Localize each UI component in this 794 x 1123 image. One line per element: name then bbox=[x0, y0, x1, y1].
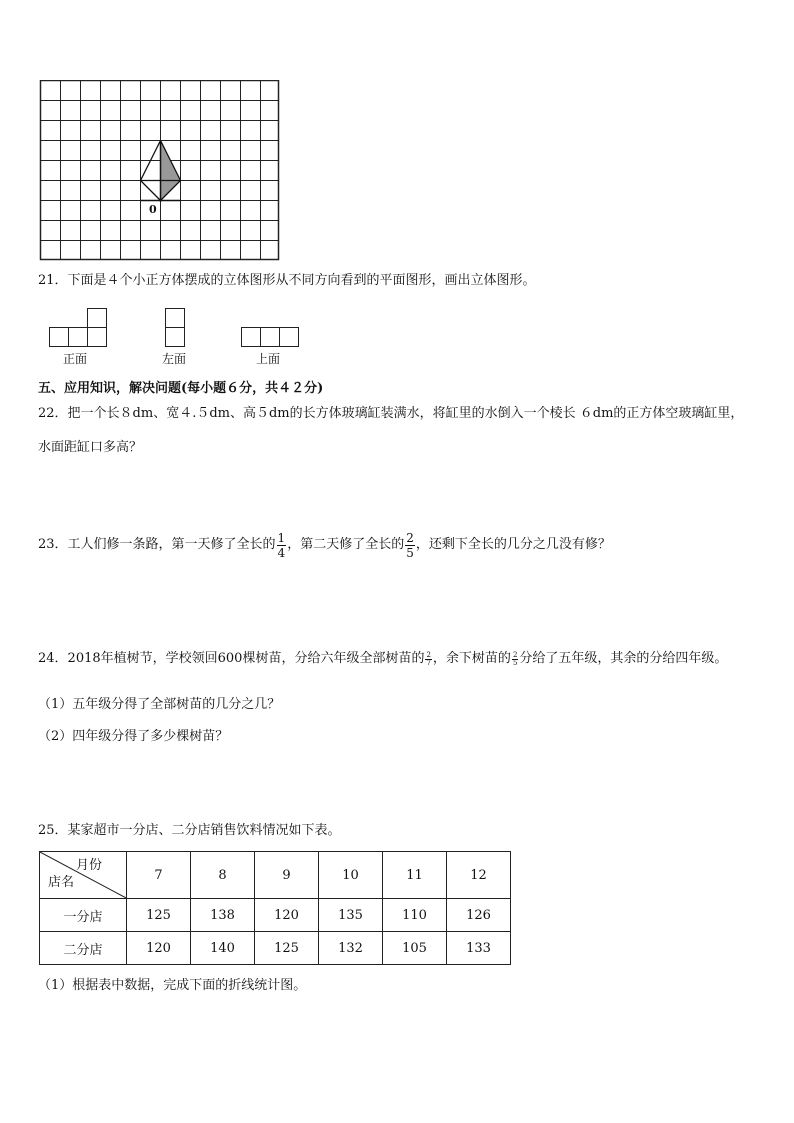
kite-shaded-half bbox=[161, 141, 181, 201]
q23-part3: ，还剩下全长的几分之几没有修？ bbox=[415, 537, 611, 552]
table-header-row bbox=[40, 852, 511, 899]
table-cell: 120 bbox=[255, 899, 319, 932]
table-cell: 125 bbox=[127, 899, 191, 932]
q25-sub1: （1）根据表中数据，完成下面的折线统计图。 bbox=[38, 978, 307, 993]
month-header-cell: 9 bbox=[255, 852, 319, 899]
table-row bbox=[40, 932, 511, 965]
table-cell: 132 bbox=[319, 932, 383, 965]
table-corner-cell bbox=[40, 852, 127, 899]
month-header-cell: 12 bbox=[447, 852, 511, 899]
view-front-figure bbox=[48, 307, 110, 349]
table-cell: 120 bbox=[127, 932, 191, 965]
corner-top-label: 月份 bbox=[75, 858, 102, 873]
q24-part1: 24．2018年植树节，学校领回600棵树苗，分给六年级全部树苗的 bbox=[38, 651, 425, 666]
q21-text: 21．下面是４个小正方体摆成的立体图形从不同方向看到的平面图形，画出立体图形。 bbox=[38, 273, 536, 288]
table-cell: 126 bbox=[447, 899, 511, 932]
table-cell: 105 bbox=[383, 932, 447, 965]
view-left-figure bbox=[164, 307, 188, 349]
sales-table bbox=[39, 851, 511, 965]
q23-text bbox=[38, 528, 611, 562]
store-name-cell: 一分店 bbox=[40, 899, 127, 932]
kite-shape bbox=[141, 141, 181, 201]
q24-frac1-den: 7 bbox=[426, 658, 431, 667]
q24-part2: ，余下树苗的 bbox=[432, 651, 511, 666]
table-cell: 135 bbox=[319, 899, 383, 932]
month-header-cell: 7 bbox=[127, 852, 191, 899]
store-name-cell: 二分店 bbox=[40, 932, 127, 965]
table-cell: 110 bbox=[383, 899, 447, 932]
q23-frac1-num: 1 bbox=[277, 530, 286, 545]
q24-frac2-den: 5 bbox=[512, 658, 518, 667]
q23-fraction-2 bbox=[405, 532, 415, 559]
q24-sub2: （2）四年级分得了多少棵树苗？ bbox=[38, 729, 229, 744]
kite-left-half bbox=[141, 141, 161, 201]
q22-line1: 22．把一个长８dm、宽４.５dm、高５dm的长方体玻璃缸装满水，将缸里的水倒入一个棱长 ６dm的正方体空玻璃缸里， bbox=[38, 406, 744, 421]
view-left-label: 左面 bbox=[162, 352, 187, 366]
q24-frac2-num: 2 bbox=[512, 650, 518, 659]
view-front-label: 正面 bbox=[63, 352, 88, 366]
table-cell: 138 bbox=[191, 899, 255, 932]
month-header-cell: 10 bbox=[319, 852, 383, 899]
q23-part2: ，第二天修了全长的 bbox=[287, 537, 405, 552]
q23-part1: 23．工人们修一条路，第一天修了全长的 bbox=[38, 537, 276, 552]
q23-fraction-1 bbox=[277, 532, 287, 559]
month-header-cell: 8 bbox=[191, 852, 255, 899]
table-row bbox=[40, 899, 511, 932]
grid-figure bbox=[38, 80, 282, 262]
table-cell: 140 bbox=[191, 932, 255, 965]
table-cell: 133 bbox=[447, 932, 511, 965]
section5-title: 五、应用知识，解决问题(每小题６分，共４２分) bbox=[38, 381, 324, 396]
table-cell: 125 bbox=[255, 932, 319, 965]
q24-sub1: （1）五年级分得了全部树苗的几分之几？ bbox=[38, 697, 281, 712]
q23-frac1-den: 4 bbox=[277, 545, 286, 560]
q23-frac2-num: 2 bbox=[406, 530, 414, 545]
corner-bottom-label: 店名 bbox=[48, 875, 75, 890]
q24-part3: 分给了五年级，其余的分给四年级。 bbox=[519, 651, 728, 666]
view-top-label: 上面 bbox=[256, 352, 281, 366]
q22-line2: 水面距缸口多高？ bbox=[38, 440, 143, 455]
q24-frac1-num: 2 bbox=[426, 650, 431, 659]
view-top-figure bbox=[240, 307, 302, 349]
grid-lines bbox=[41, 81, 279, 260]
origin-label: 0 bbox=[149, 203, 157, 216]
month-header-cell: 11 bbox=[383, 852, 447, 899]
q25-text: 25．某家超市一分店、二分店销售饮料情况如下表。 bbox=[38, 823, 341, 838]
q24-text bbox=[38, 648, 727, 670]
q23-frac2-den: 5 bbox=[406, 545, 414, 560]
q24-fraction-2 bbox=[512, 652, 518, 667]
q24-fraction-1 bbox=[425, 652, 431, 667]
